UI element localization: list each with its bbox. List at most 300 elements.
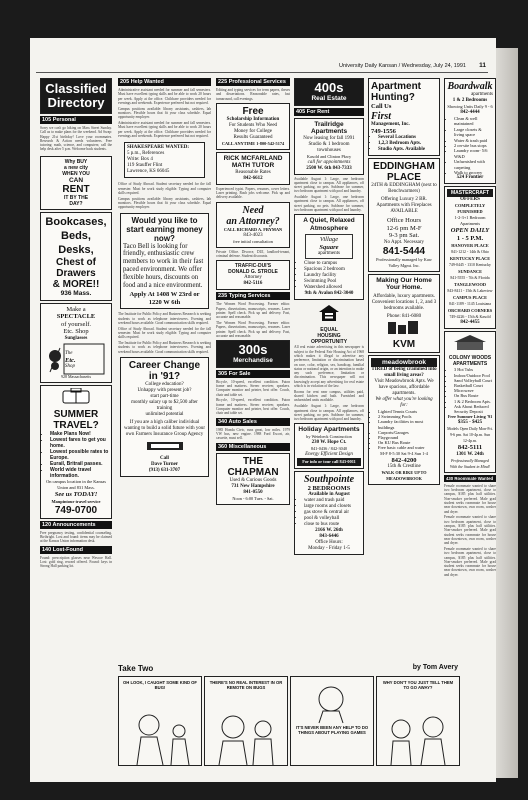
page-stack-edge	[496, 48, 518, 778]
scholar-phone: CALL ANYTIME 1-800-542-5174	[221, 140, 285, 146]
tutor-line: RICK MCFARLAND	[223, 154, 283, 162]
career-call: Call	[160, 456, 169, 461]
atty-line: an Attorney?	[226, 215, 280, 227]
announcements-text: Free pregnancy testing, confidential counseling. Birthright. Lost and found: items may be claimed at the Kansas Union information desk.	[40, 530, 112, 544]
city-line: RENT	[62, 184, 90, 196]
merch-number: 300s	[238, 342, 268, 358]
holiday-footer: For info or tour call 843-0011	[297, 458, 361, 466]
cartoon-title: Take Two	[118, 664, 154, 673]
mc-place-detail: 841-5555 - 7th & Florida	[450, 276, 490, 281]
home-body: Affordable, luxury apartments. Convenient locations 1, 2, and 3 bedrooms available.	[371, 293, 437, 311]
holiday-phones: 841-0436 / 842-3040	[310, 445, 348, 451]
quiet-line: A Quiet, Relaxed	[303, 217, 355, 225]
apt-list	[371, 135, 437, 153]
south-item: Available in August	[308, 492, 350, 498]
etc-line: Sunglasses	[64, 335, 88, 341]
village-logo-line: Square	[319, 243, 339, 251]
colony-item: • Microwave	[454, 388, 493, 393]
chapman-hours: Noon - 6:00 Tues. - Sat.	[232, 495, 274, 501]
traffic-line: Attorney	[244, 275, 262, 281]
city-line: CAN	[68, 176, 84, 184]
edd-hours: Office Hours	[387, 217, 421, 224]
mead-phone: 842-4200	[391, 456, 417, 464]
travel-agency: Maupintour travel service	[51, 498, 101, 504]
panel-1-speech: OH LOOK, I CAUGHT SOME KIND OF BUG!	[123, 680, 197, 690]
equal-line: HOUSING	[317, 333, 341, 340]
mead-item: • Playground	[378, 435, 437, 440]
cartoon-strip	[118, 664, 458, 766]
travel-line: SUMMER	[53, 409, 99, 421]
edd-line: EDDINGHAM	[373, 161, 435, 172]
bw-show: Showing Units Daily 9 - 6	[447, 104, 493, 109]
edd-phone: 841-5444	[382, 245, 426, 257]
bw-item: • Unfurnished with carpeting	[454, 159, 493, 170]
mc-place-name: KENTUCKY PLACE	[449, 256, 491, 262]
furniture-line: Bookcases,	[45, 216, 107, 229]
mead-item: • Laundry facilities in most buildings	[378, 419, 437, 429]
colony-item: • Sand Volleyball Court	[454, 378, 493, 383]
atty-phone: 843-4023	[243, 232, 263, 238]
furniture-line: Drawers	[56, 268, 96, 280]
colony-price: $355 - $425	[457, 420, 483, 426]
apt-item: • Several Locations	[378, 135, 437, 141]
services-text-3: Private Office. Divorce, DUI, landlord-tenant, criminal defense. Student discounts.	[216, 249, 290, 259]
taco-headline: Would you like to start earning money now?	[126, 215, 203, 243]
career-phone: (913) 631-3707	[148, 468, 181, 473]
column-1	[40, 76, 112, 744]
edd-address: 24TH & EDDINGHAM (next to Benchwarmers)	[371, 183, 437, 194]
chapman-address: 731 New Hampshire	[231, 483, 275, 489]
real-estate-banner	[294, 78, 364, 106]
mead-visit: Visit Meadowbrook Apts. We have spacious, affordable apartments.	[374, 379, 434, 396]
career-item: monthly salary up to $2,500 after training	[131, 400, 198, 411]
panel-4-speech: WHY DON'T YOU JUST TELL THEM TO GO AWAY?	[382, 680, 454, 690]
lost-found-text: Found: prescription glasses near Wescoe Hall. Lost: gold ring, reward offered. Found: keys in Strong Hall parking lot.	[40, 555, 112, 569]
mead-intro: TIRED of being crammed into small living areas?	[371, 367, 437, 378]
apt-line: Hunting?	[371, 92, 415, 103]
section-205: 205 Help Wanted	[118, 78, 211, 86]
colony-hours: Models Open Daily Mon-Fri. 9-6 pm. Sat 10-4p.m. Sun 12-4p.m.	[447, 427, 493, 444]
mead-address: 15th & Crestline	[387, 464, 421, 470]
chapman-phone: 841-0550	[243, 489, 263, 495]
south-phone: 843-6446	[319, 534, 339, 540]
city-line: DAY?	[69, 201, 83, 208]
colony-item: • Indoor/Outdoor Pool	[454, 373, 493, 378]
bw-item: • Laundry room- 5/6 W&D	[454, 148, 493, 159]
holiday-apartments-ad	[294, 423, 364, 469]
taco-apply: Apply At 1408 W 23rd or 1220 W 6th	[129, 291, 200, 306]
mc-place-detail: 843-8411 - 15th & Lakeview	[447, 289, 493, 294]
trail-body: Studio & 1 bedroom townhouses	[308, 141, 350, 153]
mead-hours: M-F 8-5:30 Sat 9-4 Sun 1-4	[380, 450, 428, 456]
mead-list	[371, 409, 437, 451]
apt-item: • 1,2,3 Bedroom Apts.	[378, 141, 437, 147]
etc-logo-line: The	[65, 350, 73, 356]
mead-item: • On KU Bus Route	[378, 440, 437, 445]
apt-mgmt: Management, Inc.	[371, 121, 410, 127]
shake-line: 119 Stauffer Flint	[127, 163, 163, 169]
home-line: Making Our Home	[376, 276, 432, 284]
help-wanted-text: Administrative assistant needed for summer and fall semesters. Must have excellent typing skills and be able to work 20 hours per week. Apply at the office. Childcare providers needed for evenings and weekends. Experience preferred but not required. Campus positions available: library assistants, cashiers, lab monitors. Flexible hours that fit your class schedule. Equal opportunity employer. Administrative assistant needed for summer and fall semesters. Must have excellent typing skills and be able to work 20 hours per week. Apply at the office. Childcare providers needed for evenings and weekends. Experience preferred but not required.	[118, 88, 211, 138]
shake-line: SHAKESPEARE WANTED:	[127, 145, 190, 151]
boardwalk-sub: apartments	[471, 92, 493, 97]
home-phone: Phone: 841-6080	[386, 313, 422, 319]
masthead-line: Directory	[47, 95, 105, 110]
mc-title: MASTERCRAFT	[447, 189, 493, 197]
attorney-ad	[216, 202, 290, 248]
travel-item: • Make Plans Now!	[50, 431, 109, 437]
colony-woods-ad	[444, 331, 496, 472]
for-rent-text: Available August 1: Large, one bedroom apartment close to campus. All appliances, off street parking, no pets. Sublease for summer, two bedroom apartment with pool and laundry. Available August 1: Large, one bedroom apartment close to campus. All appliances, off street parking, no pets. Sublease for summer, two bedroom apartment with pool and laundry.	[294, 176, 364, 213]
quiet-address: 9th & Avalon 842-3040	[304, 291, 354, 297]
traffic-line: DONALD G. STROLE	[228, 269, 278, 276]
atty-line: Need	[242, 204, 264, 216]
mead-offer: We offer what you're looking for:	[375, 397, 433, 408]
edd-offer: Offering Luxury 2 BR. Apartments with Fireplaces AVAILABLE	[376, 197, 432, 214]
furniture-line: & MORE!!	[52, 279, 100, 291]
header-title: University Daily Kansan / Wednesday, July 24, 1991	[339, 63, 466, 69]
travel-ad	[40, 385, 112, 519]
career-line: Career Change	[128, 360, 201, 371]
help-wanted-text-2: Office of Study Abroad. Student secretary needed for the fall semester. Must be work study eligible. Typing and computer skills required. Campus positions available: library assistants, cashiers, lab monitors. Flexible hours that fit your class schedule. Equal opportunity employer.	[118, 182, 211, 210]
cartoon-byline: by Tom Avery	[412, 664, 458, 671]
taco-bell-ad	[120, 213, 209, 310]
trail-title: Trailridge Apartments	[310, 120, 348, 135]
auto-text: 1985 Honda Civic, runs great, low miles. 1979 VW bus, new engine. 1988 Ford Escort, air, cassette, must sell.	[216, 427, 290, 441]
equal-housing-text: All real estate advertising in this newspaper is subject to the Federal Fair Housing Act of 1968 which makes it illegal to advertise any preference, limitation or discrimination based on race, color, religion, sex, handicap, familial status or national origin, or an intention to make any such preference, limitation or discrimination. This newspaper will not knowingly accept any advertising for real estate which is in violation of the law. Rooms for rent near campus, utilities paid, shared kitchen and bath. Furnished and unfurnished units available. Available August 1: Large, one bedroom apartment close to campus. All appliances, off street parking, no pets. Sublease for summer, two bedroom apartment with pool and laundry.	[294, 345, 364, 422]
scholar-line: Free	[242, 105, 264, 117]
trail-address: Kasold and Clinton Pkwy	[306, 153, 352, 159]
southpointe-ad	[294, 471, 364, 556]
boardwalk-title: Boardwalk	[447, 81, 493, 92]
quiet-item: • Spacious 2 bedroom	[304, 267, 361, 273]
mead-item: • 2 Swimming Pools	[378, 414, 437, 419]
quiet-item: • Laundry facility	[304, 273, 361, 279]
travel-phone: 749-0700	[54, 504, 98, 516]
mc-place-name: SUNDANCE	[458, 269, 482, 275]
panel-3-speech: IT'S NEVER BEEN ANY HELP TO DO THINGS ABOUT PLAYING GAMES	[295, 725, 369, 735]
village-logo-line: apartments	[318, 251, 340, 257]
career-item: unlimited potential	[145, 412, 184, 417]
apt-call: Call Us	[371, 103, 392, 110]
bw-address: 524 Frontier	[456, 175, 484, 181]
equal-line: OPPORTUNITY	[310, 339, 348, 346]
holiday-address: 230 W. Hope Ct.	[311, 439, 347, 445]
kvm-buildings-icon	[384, 320, 424, 334]
colony-item: • Ask About Reduced Security Deposit	[454, 404, 493, 414]
mc-offer: COMPLETELY FURNISHED	[454, 203, 486, 215]
section-225: 225 Professional Services	[216, 78, 290, 86]
services-text-2: Experienced typist. Papers, resumes, cover letters. Laser printing. Rush jobs welcome. Pick up and delivery available.	[216, 186, 290, 200]
holiday-sub: by Weinbeck Construction	[306, 433, 352, 439]
furniture-line: Beds,	[61, 230, 91, 243]
section-430: 430 Roommate Wanted	[444, 475, 496, 482]
scholar-line: Money for College	[233, 128, 273, 134]
scholar-line: For Students Who Need	[228, 122, 278, 128]
person-icon	[377, 677, 459, 765]
mead-footer: WALK OR BIKE UP TO MEADOWBROOK	[381, 470, 427, 482]
kvm-logo: KVM	[392, 338, 416, 350]
career-body: If you are a high caliber individual wanting to build a solid future with your own Farmers Insurance Group Agency	[124, 420, 205, 437]
section-235: 235 Typing Services	[216, 292, 290, 300]
mc-place-detail: 749-4226 - 15th & Kasold	[449, 315, 491, 320]
village-square-ad	[294, 214, 364, 300]
for-sale-text: Bicycle, 10-speed, excellent condition. Futon frame and mattress. Stereo receiver, speakers. Computer monitor and printer, best offer. Couch, chair and table set. Bicycle, 10-speed, excellent condition. Futon frame and mattress. Stereo receiver, speakers. Computer monitor and printer, best offer. Couch, chair and table set.	[216, 379, 290, 416]
mc-open: OPEN DAILY	[450, 227, 490, 235]
page-header	[36, 62, 488, 73]
mc-place-name: TANGLEWOOD	[454, 282, 486, 288]
home-ad	[368, 274, 440, 353]
equal-line: EQUAL	[320, 327, 338, 334]
etc-line: Etc. Shop	[63, 328, 89, 336]
cartoon-panel-3	[290, 676, 374, 766]
mc-place-name: CAMPUS PLACE	[452, 295, 488, 301]
re-title: Real Estate	[311, 95, 347, 102]
mc-offer: OFFERS	[460, 197, 480, 203]
section-305: 305 For Sale	[216, 370, 290, 378]
edd-hours: 9-3 pm Sat.	[388, 232, 420, 239]
bw-item: • Water & trash paid	[454, 138, 493, 143]
city-line: WHEN YOU	[62, 170, 90, 177]
column-5	[368, 76, 440, 712]
etc-line: Make a	[66, 305, 86, 313]
edd-line: PLACE	[387, 172, 421, 183]
taco-body: Taco Bell is looking for friendly, enthusiastic crew members to work in their fast paced environment. We offer flexible hours, discounts on food and a nice environment.	[123, 242, 204, 289]
chapman-sub: Used & Curious Goods	[229, 477, 277, 483]
scholar-results: Results Guaranteed	[233, 134, 273, 140]
suitcase-icon	[43, 388, 109, 404]
quiet-item: • Close to campus	[304, 261, 361, 267]
bw-item: • Large closets & living space	[454, 127, 493, 138]
roommate-text: Female roommate wanted to share two bedroom apartment, close to campus, $185 plus half utilities. Non-smoker preferred. Male grad student seeks roommate for house near downtown, own room, washer and dryer. Female roommate wanted to share two bedroom apartment, close to campus, $185 plus half utilities. Non-smoker preferred. Male grad student seeks roommate for house near downtown, own room, washer and dryer. Female roommate wanted to share two bedroom apartment, close to campus, $185 plus half utilities. Non-smoker preferred. Male grad student seeks roommate for house near downtown, own room, washer and dryer.	[444, 483, 496, 577]
equal-housing-block	[294, 304, 364, 345]
city-line: Why BUY	[64, 158, 88, 165]
mastercraft-ad	[444, 186, 496, 329]
south-hours: Monday - Friday 1-5	[308, 546, 350, 552]
apt-phone: 749-1556	[371, 127, 396, 135]
mc-place-name: ORCHARD CORNERS	[447, 308, 493, 314]
colony-woods-building-icon	[450, 334, 490, 350]
south-item: • large rooms and closets	[304, 504, 361, 510]
mc-hours: 1 - 5 P.M.	[456, 234, 484, 242]
services-text: Editing and typing services for term papers, theses and dissertations. Reasonable rates, fast turnaround, call evenings.	[216, 88, 290, 101]
bw-phone: 842-4444	[460, 110, 480, 115]
shake-line: Write: Box 4	[127, 157, 153, 163]
travel-item: • Lowest possible rates to Europe.	[50, 449, 109, 461]
southpointe-title: Southpointe	[303, 473, 355, 485]
shakespeare-ad	[124, 142, 205, 178]
colony-address: 1301 W. 24th	[456, 451, 484, 457]
column-4	[294, 76, 364, 712]
trail-phone: 2500 W. 6th 843-7333	[306, 165, 352, 171]
re-number: 400s	[314, 80, 344, 95]
person-icon	[119, 677, 201, 765]
career-item: Unhappy with present job?	[137, 388, 192, 393]
person-icon	[205, 677, 287, 765]
quiet-item: • Swimming Pool	[304, 279, 361, 285]
section-340: 340 Auto Sales	[216, 418, 290, 426]
city-line: IT BY THE	[63, 195, 89, 202]
apt-item: • Studio Apts. Available	[378, 147, 437, 153]
career-line: in '91?	[148, 371, 181, 382]
section-405: 405 For Rent	[294, 108, 364, 116]
mead-item: • Carports/Garages	[378, 430, 437, 435]
colony-item: • On Bus Route	[454, 393, 493, 398]
merchandise-banner	[216, 340, 290, 368]
atty-name: CALL RICHARD A. FRYMAN	[223, 226, 283, 232]
bw-item: • 2 on-site bus stops	[454, 143, 493, 148]
south-list	[297, 498, 361, 528]
career-item: College education?	[145, 382, 184, 387]
eddingham-ad	[368, 158, 440, 272]
scholarship-ad	[216, 103, 290, 150]
career-item: start part-time	[150, 394, 179, 399]
edd-hours: 12-6 pm M-F	[386, 224, 422, 232]
travel-list	[43, 431, 109, 479]
merch-title: Merchandise	[233, 357, 273, 365]
mc-list	[447, 243, 493, 320]
traffic-line: TRAFFIC-DUI'S	[234, 263, 272, 270]
person-icon	[291, 677, 373, 765]
etc-line: SPECTACLE	[56, 313, 96, 321]
south-address: 2166 W. 26th	[315, 528, 343, 534]
colony-line: APARTMENTS	[452, 361, 488, 368]
classified-masthead	[40, 78, 112, 114]
travel-see: See us TODAY!	[54, 491, 98, 499]
south-item: • water and trash paid	[304, 498, 361, 504]
chapman-ad	[216, 453, 290, 505]
travel-line: TRAVEL?	[53, 420, 99, 432]
colony-mgmt: Professionally Managed With the Student in Mind!	[450, 458, 490, 469]
travel-item: • Lowest fares to get you home.	[50, 437, 109, 449]
career-ad	[120, 357, 209, 477]
tutor-rates: Reasonable Rates	[235, 169, 271, 175]
mead-item: • Lighted Tennis Courts	[378, 409, 437, 414]
apt-first: First	[371, 110, 392, 122]
south-item: • close to bus route	[304, 522, 361, 528]
section-120: 120 Announcements	[40, 521, 112, 529]
meadowbrook-ad	[368, 355, 440, 486]
bw-list	[447, 116, 493, 175]
mc-place-name: HANOVER PLACE	[451, 243, 489, 249]
village-logo-line: Village	[319, 236, 339, 244]
section-360: 360 Miscellaneous	[216, 443, 290, 451]
mc-place-detail: 841-1212 - 14th & Ohio	[451, 250, 489, 255]
bw-beds: 1 & 2 Bedrooms	[452, 98, 488, 103]
home-line: Your Home.	[386, 284, 422, 291]
boardwalk-ad	[444, 78, 496, 184]
traffic-phone: 842-5116	[243, 281, 263, 287]
career-name: Dave Turner	[150, 462, 179, 467]
tutor-phone: 842-6612	[243, 175, 263, 181]
personal-text: Sorry we can't go hiking on Mass Street Sunday. Call us to make plans for the weekend. Ad Swap: Happy 21st birthday! Love your roommates. Research & Action needs volunteers. Free tutoring: math, science, and computers; call the help desk after 5 p.m. Welcome back students.	[40, 126, 112, 152]
math-tutor-ad	[216, 152, 290, 185]
furniture-line: Desks,	[58, 244, 94, 257]
holiday-title: Holiday Apartments	[298, 426, 360, 434]
village-logo	[305, 234, 353, 259]
typing-text: The Women Word Processing. Former editor. Papers, dissertations, manuscripts, resumes. Laser printer. Spell check. Pick up and delivery. Fast, accurate and reasonable. The Women Word Processing. Former editor. Papers, dissertations, manuscripts, resumes. Laser printer. Spell check. Pick up and delivery. Fast, accurate and reasonable.	[216, 302, 290, 338]
cartoon-panel-4	[376, 676, 460, 766]
travel-item: • World wide travel information.	[50, 467, 109, 479]
traffic-dui-ad	[216, 260, 290, 290]
colony-item: • 1 & 2 Bedroom Apts.	[454, 399, 493, 404]
trailridge-ad	[294, 118, 364, 175]
etc-shop-ad	[40, 303, 112, 384]
bw-item: • Walk to grocery	[454, 170, 493, 175]
city-rental-ad	[40, 156, 112, 211]
mc-place-detail: 841-1189 - 1145 Louisiana	[449, 302, 491, 307]
apt-line: Apartment	[371, 81, 422, 92]
south-hours: Office Hours:	[315, 540, 343, 546]
furniture-line: Chest of	[56, 257, 96, 269]
colony-item: • Basketball Court	[454, 383, 493, 388]
mead-item: • Free basic cable and water	[378, 445, 437, 450]
atty-note: free initial consultation	[233, 238, 273, 244]
farmers-logo-icon	[145, 441, 185, 451]
quiet-item: • Watershed allowed	[304, 285, 361, 291]
furniture-address: 936 Mass.	[60, 290, 92, 298]
etc-line: of yourself.	[61, 320, 91, 328]
bw-item: • Clean & well maintained	[454, 116, 493, 127]
cartoon-panel-2	[204, 676, 288, 766]
equal-housing-icon	[318, 304, 340, 322]
colony-special: Free Summer Living '91	[447, 414, 493, 420]
trail-call: call for appointments	[307, 159, 351, 165]
shake-line: 5 p.m., References	[127, 151, 165, 157]
mc-phone: 842-4455	[460, 320, 480, 326]
furniture-ad	[40, 212, 112, 301]
travel-location: On campus location in the Kansas Union and 831 Mass.	[46, 479, 106, 491]
cartoon-panel-1	[118, 676, 202, 766]
colony-list	[447, 367, 493, 414]
trail-sub: Now leasing for fall 1991	[303, 135, 355, 141]
edd-mgmt: Professionally managed by Kaw Valley Mgmt. Inc.	[376, 256, 432, 268]
chapman-title: THE CHAPMAN	[227, 455, 279, 478]
etc-logo-line: Shop	[65, 364, 75, 370]
shake-line: Lawrence, KS 66045	[127, 169, 170, 175]
colony-item: • 3 Hot Tubs	[454, 367, 493, 372]
scholar-line: Scholarship Information	[226, 116, 280, 122]
colony-line: COLONY WOODS	[448, 355, 492, 362]
page-number: 11	[479, 62, 486, 69]
quiet-line: Atmosphere	[310, 224, 348, 232]
mc-offer: 1-2-3+1 Bedroom Apartments	[454, 215, 486, 227]
help-wanted-text-3: The Institute for Public Policy and Business Research is seeking students to work as telephone interviewers. Evening and weekend hours available. Good communication skills required. Office of Study Abroad. Student secretary needed for the fall semester. Must be work study eligible. Typing and computer skills required. The Institute for Public Policy and Business Research is seeking students to work as telephone interviewers. Evening and weekend hours available. Good communication skills required.	[118, 312, 211, 354]
holiday-note: Energy Efficient Design	[305, 451, 353, 457]
south-item: • pool & volleyball	[304, 516, 361, 522]
mc-place-detail: 749-0445 - 1310 Kentucky	[448, 263, 492, 268]
edd-hours: No Appt. Necessary	[383, 239, 425, 245]
section-105: 105 Personal	[40, 116, 112, 124]
south-item: 2 BEDROOMS	[307, 484, 351, 492]
south-item: • gas stove & central air	[304, 510, 361, 516]
masthead-line: Classified	[45, 81, 107, 96]
column-3	[216, 76, 290, 664]
column-2	[118, 76, 211, 664]
sunglasses-icon	[46, 342, 106, 376]
etc-address: 928 Massachusetts	[60, 374, 92, 380]
colony-phone: 842-5111	[457, 444, 483, 452]
city-line: a new city	[64, 164, 88, 171]
panel-2-speech: THERE'S NO REAL INTEREST IN OR REMOTE ON BUGS	[209, 680, 283, 690]
travel-item: • Eurail, Britrail passes.	[50, 461, 109, 467]
section-140: 140 Lost-Found	[40, 546, 112, 554]
meadowbrook-title: meadowbrook	[371, 358, 437, 368]
quiet-list	[297, 261, 361, 291]
etc-logo-line: Etc.	[65, 356, 76, 364]
tutor-line: MATH TUTOR	[231, 162, 275, 170]
newspaper-page	[30, 38, 496, 782]
